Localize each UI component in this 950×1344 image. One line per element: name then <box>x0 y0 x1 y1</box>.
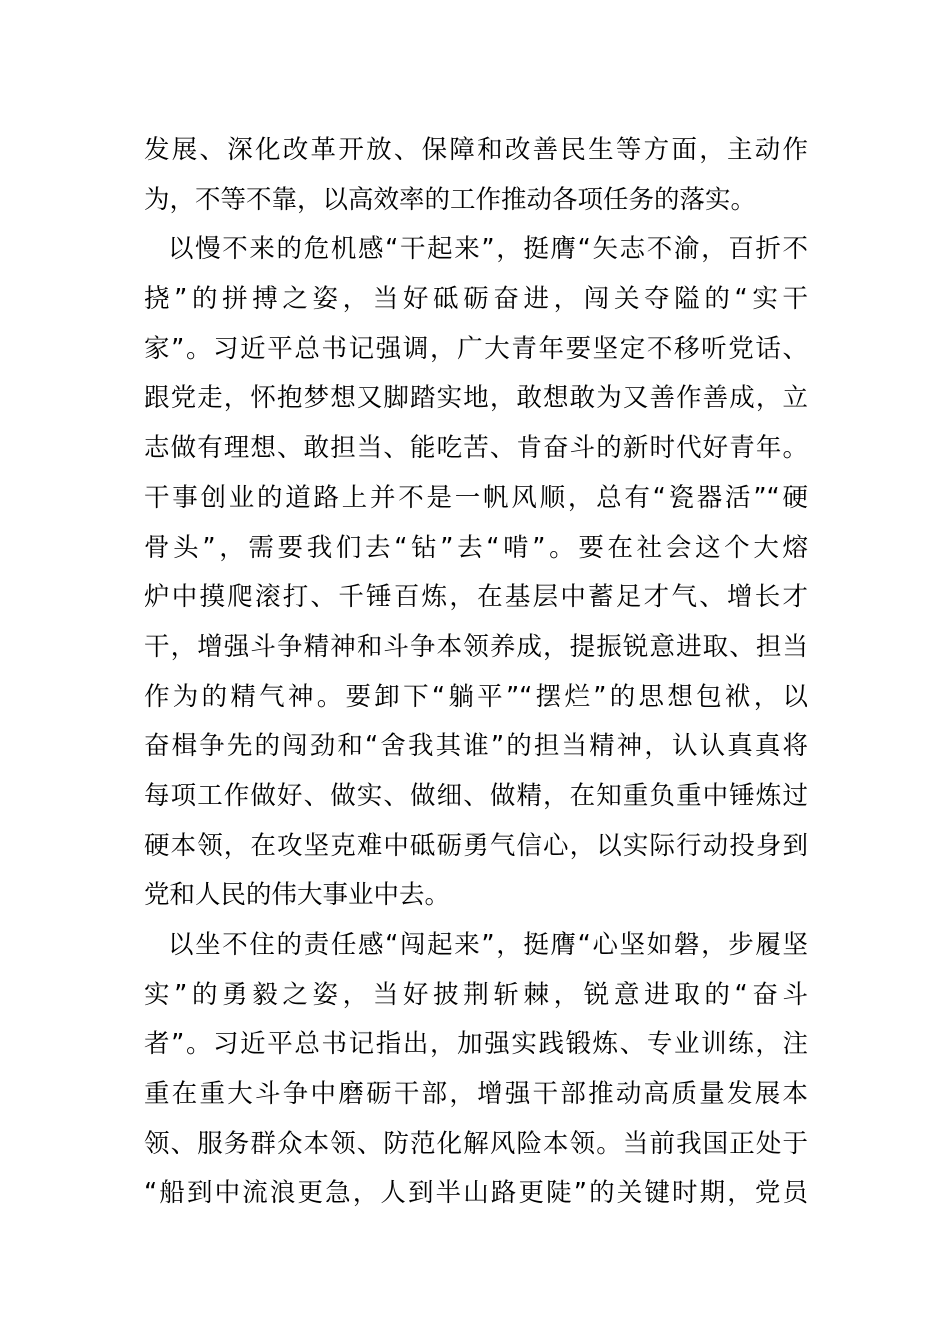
text-line: 骨头”，需要我们去“钻”去“啃”。要在社会这个大熔 <box>144 532 808 563</box>
text-line: “船到中流浪更急，人到半山路更陡”的关键时期，党员 <box>144 1178 808 1209</box>
body-text <box>144 126 808 1219</box>
text-line: 领、服务群众本领、防范化解风险本领。当前我国正处于 <box>144 1128 808 1159</box>
text-line: 跟党走，怀抱梦想又脚踏实地，敢想敢为又善作善成，立 <box>144 383 808 414</box>
text-line: 干事创业的道路上并不是一帆风顺，总有“瓷器活”“硬 <box>144 482 808 513</box>
text-line: 党和人民的伟大事业中去。 <box>144 880 451 911</box>
paragraph-first-line: 以坐不住的责任感“闯起来”，挺膺“心坚如磐，步履坚 <box>168 930 808 960</box>
text-line: 干，增强斗争精神和斗争本领养成，提振锐意进取、担当 <box>144 631 808 662</box>
text-line: 家”。习近平总书记强调，广大青年要坚定不移听党话、 <box>144 333 808 364</box>
text-line: 为，不等不靠，以高效率的工作推动各项任务的落实。 <box>144 184 757 215</box>
text-line: 重在重大斗争中磨砺干部，增强干部推动高质量发展本 <box>144 1079 808 1110</box>
text-line: 硬本领，在攻坚克难中砥砺勇气信心，以实际行动投身到 <box>144 830 808 861</box>
text-line: 炉中摸爬滚打、千锤百炼，在基层中蓄足才气、增长才 <box>144 582 808 613</box>
paragraph-first-line: 以慢不来的危机感“干起来”，挺膺“矢志不渝，百折不 <box>168 234 808 265</box>
text-line: 者”。习近平总书记指出，加强实践锻炼、专业训练，注 <box>144 1029 808 1060</box>
text-line: 发展、深化改革开放、保障和改善民生等方面，主动作 <box>144 135 808 165</box>
text-line: 志做有理想、敢担当、能吃苦、肯奋斗的新时代好青年。 <box>144 433 808 464</box>
text-line: 每项工作做好、做实、做细、做精，在知重负重中锤炼过 <box>144 780 808 811</box>
text-line: 实”的勇毅之姿，当好披荆斩棘，锐意进取的“奋斗 <box>144 979 808 1010</box>
text-line: 作为的精气神。要卸下“躺平”“摆烂”的思想包袱，以 <box>144 681 808 712</box>
text-line: 奋楫争先的闯劲和“舍我其谁”的担当精神，认认真真将 <box>144 731 808 762</box>
text-line: 挠”的拼搏之姿，当好砥砺奋进，闯关夺隘的“实干 <box>144 284 808 315</box>
